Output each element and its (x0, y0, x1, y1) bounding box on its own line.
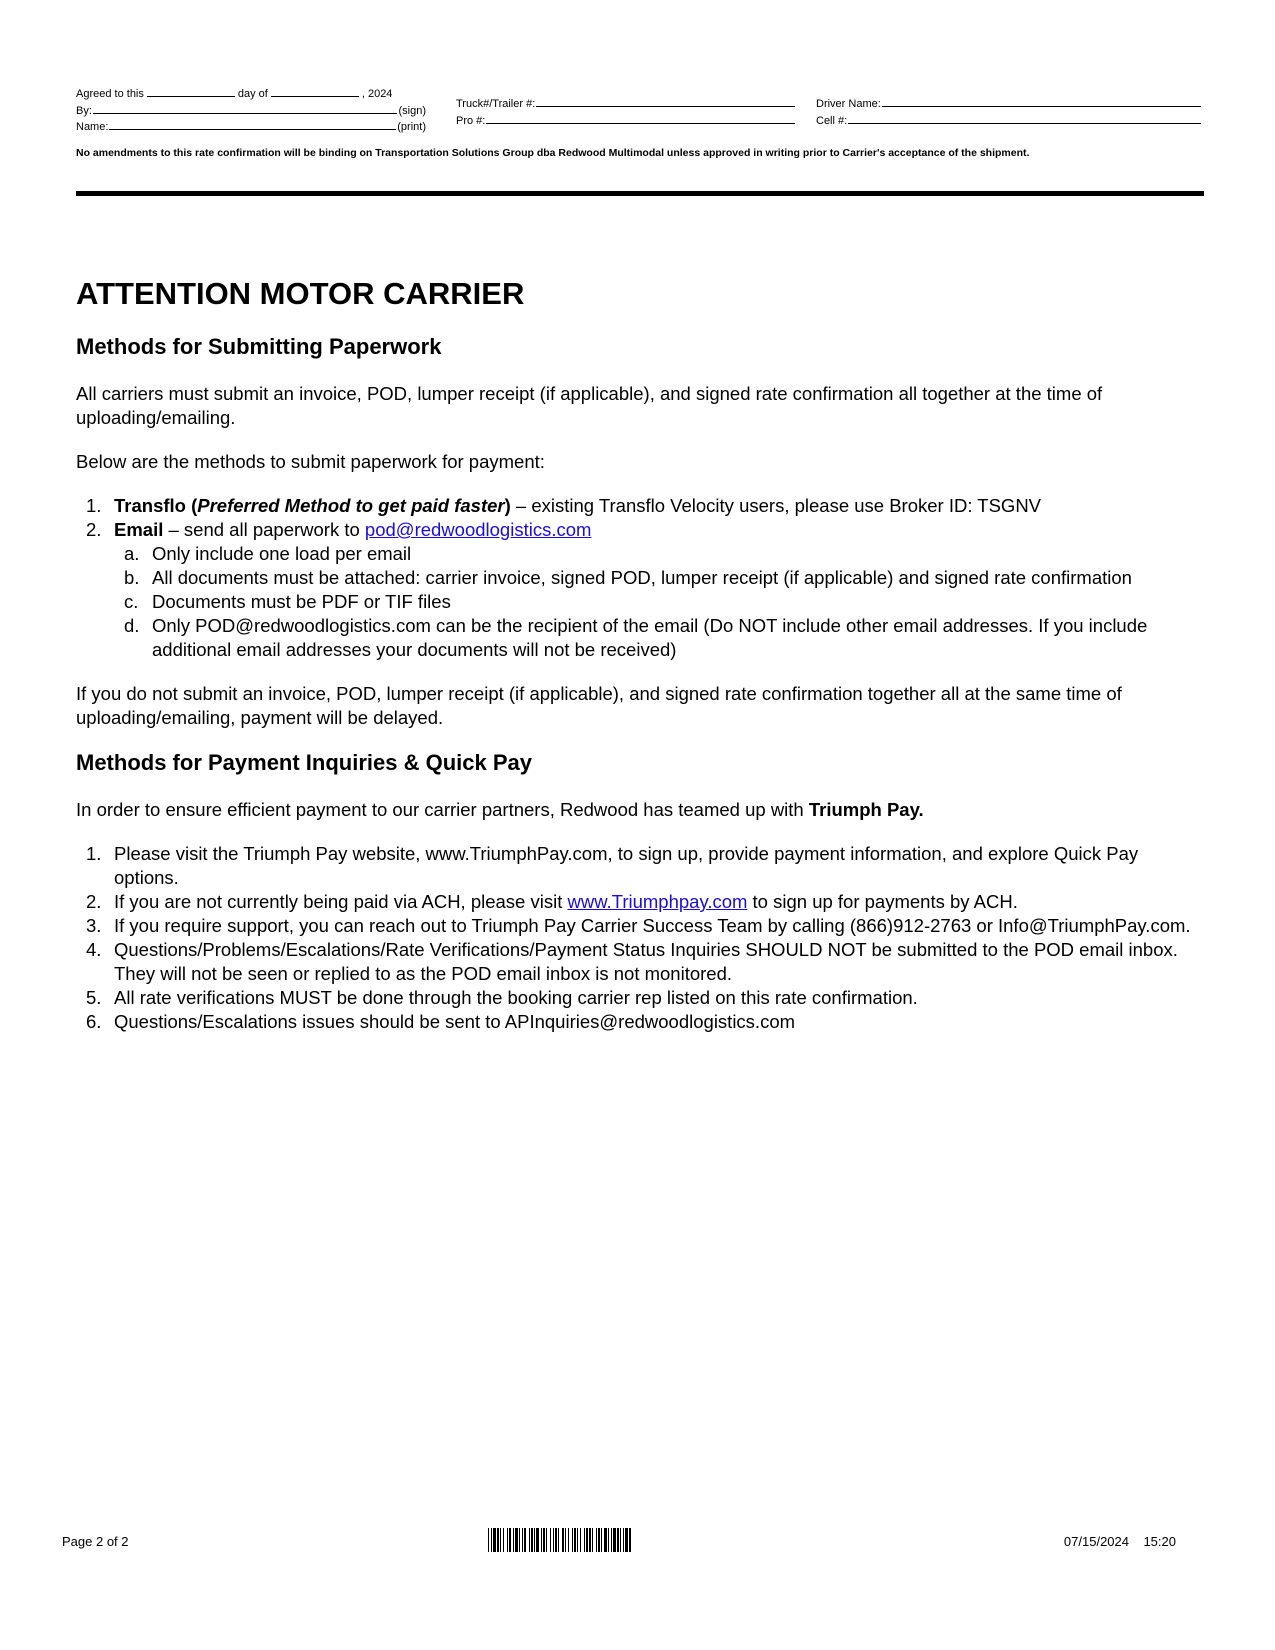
payment-list (76, 842, 1204, 1034)
barcode-bar (488, 1528, 489, 1552)
barcode-bar (534, 1528, 535, 1552)
list-item (76, 890, 1204, 914)
barcode-bar (558, 1528, 559, 1552)
sign-field[interactable] (93, 103, 398, 114)
agreed-month-field[interactable] (271, 86, 359, 97)
sub-list-item (114, 542, 1204, 566)
paren-close: ) (504, 495, 511, 516)
barcode-bar (601, 1528, 602, 1552)
barcode-bar (586, 1528, 588, 1552)
name-label: Name: (76, 121, 109, 133)
footer-date: 07/15/2024 (1063, 1534, 1129, 1549)
barcode-bar (553, 1528, 554, 1552)
barcode-bar (550, 1528, 551, 1552)
list-text: to sign up for payments by ACH. (747, 891, 1018, 912)
sub-text: Only include one load per email (152, 543, 412, 564)
agreed-label: Agreed to this (76, 88, 144, 100)
barcode-bar (596, 1528, 597, 1552)
driver-block (816, 96, 1202, 129)
paperwork-intro: All carriers must submit an invoice, POD, lumper receipt (if applicable), and signed rate confirmation all together at the time of uploading/emailing. (76, 383, 1103, 428)
print-label: (print) (397, 121, 426, 133)
sub-mark: d. (124, 615, 140, 636)
sub-list-item (114, 566, 1204, 590)
barcode-bar (497, 1528, 499, 1552)
barcode-bar (611, 1528, 612, 1552)
sub-mark: b. (124, 567, 140, 588)
page-number: Page 2 of 2 (62, 1534, 129, 1549)
list-number: 2. (86, 891, 102, 912)
barcode-bar (555, 1528, 557, 1552)
list-text: If you require support, you can reach out to Triumph Pay Carrier Success Team by calling (866)912-2763 or Info@TriumphPay.com. (114, 915, 1191, 936)
sign-label: (sign) (398, 104, 426, 117)
transflo-text: – existing Transflo Velocity users, please use Broker ID: TSGNV (510, 495, 1042, 516)
barcode-bar (623, 1528, 624, 1552)
driver-label: Driver Name: (816, 98, 881, 110)
barcode-bar (620, 1528, 621, 1552)
barcode-bar (565, 1528, 566, 1552)
list-text: Questions/Escalations issues should be sent to APInquiries@redwoodlogistics.com (114, 1011, 796, 1032)
barcode-bar (541, 1528, 542, 1552)
list-number: 1. (86, 843, 102, 864)
email-label: Email (114, 519, 164, 540)
list-number: 2. (86, 519, 102, 540)
list-number: 3. (86, 915, 102, 936)
truck-line (456, 96, 796, 113)
barcode-bar (491, 1528, 492, 1552)
by-line (76, 103, 426, 120)
paperwork-lead: Below are the methods to submit paperwork for payment: (76, 451, 545, 472)
barcode-bar (546, 1528, 547, 1552)
sub-text: All documents must be attached: carrier invoice, signed POD, lumper receipt (if applicable) and signed rate confirmation (152, 567, 1132, 588)
barcode-bar (562, 1528, 564, 1552)
barcode-bar (500, 1528, 501, 1552)
driver-line (816, 96, 1202, 113)
barcode-bar (617, 1528, 619, 1552)
triumph-pay-label: Triumph Pay. (808, 799, 924, 820)
name-line (76, 119, 426, 136)
list-item (76, 914, 1204, 938)
sub-list-item (114, 590, 1204, 614)
email-rules-list (114, 542, 1204, 662)
barcode-bar (592, 1528, 593, 1552)
triumphpay-link[interactable]: www.Triumphpay.com (567, 891, 748, 912)
barcode-bar (629, 1528, 631, 1552)
truck-label: Truck#/Trailer #: (456, 98, 536, 110)
barcode-bar (613, 1528, 616, 1552)
main-content (76, 276, 1204, 1054)
barcode-bar (493, 1528, 496, 1552)
barcode-bar (574, 1528, 576, 1552)
pod-email-link[interactable]: pod@redwoodlogistics.com (364, 519, 592, 540)
payment-intro-text: In order to ensure efficient payment to our carrier partners, Redwood has teamed up with (76, 799, 809, 820)
barcode-bar (531, 1528, 533, 1552)
section-heading-paperwork: Methods for Submitting Paperwork (76, 334, 442, 359)
barcode-bar (513, 1528, 514, 1552)
page-footer (62, 1534, 1176, 1564)
footer-datetime (1064, 1534, 1176, 1549)
barcode-bar (543, 1528, 545, 1552)
list-item (76, 1010, 1204, 1034)
list-item (76, 842, 1204, 890)
barcode-bar (572, 1528, 573, 1552)
barcode-bar (522, 1528, 523, 1552)
sub-mark: a. (124, 543, 140, 564)
cell-label: Cell #: (816, 114, 848, 127)
section-heading-payment: Methods for Payment Inquiries & Quick Pay (76, 750, 532, 775)
barcode-bar (515, 1528, 518, 1552)
pro-line (456, 113, 796, 130)
pro-field[interactable] (486, 113, 795, 124)
barcode-bar (503, 1528, 504, 1552)
list-text: If you are not currently being paid via ACH, please visit (114, 891, 568, 912)
list-item (76, 986, 1204, 1010)
sub-list-item (114, 614, 1204, 662)
truck-block (456, 96, 796, 129)
preferred-label: Preferred Method to get paid faster (197, 495, 505, 516)
agreement-block (76, 86, 426, 136)
truck-field[interactable] (536, 96, 795, 107)
list-number: 5. (86, 987, 102, 1008)
amendment-notice: No amendments to this rate confirmation will be binding on Transportation Solutions Group dba Redwood Multimodal unless approved in writing prior to Carrier's acceptance of the shipment. (76, 147, 1030, 159)
cell-line (816, 113, 1202, 130)
barcode-bar (519, 1528, 520, 1552)
barcode-bar (529, 1528, 530, 1552)
barcode-bar (625, 1528, 628, 1552)
paperwork-closing: If you do not submit an invoice, POD, lumper receipt (if applicable), and signed rate confirmation together all at the same time of uploading/emailing, payment will be delayed. (76, 683, 1122, 728)
sub-text: Only POD@redwoodlogistics.com can be the recipient of the email (Do NOT include other email addresses. If you include additional email addresses your documents will not be received) (152, 615, 1148, 660)
cell-field[interactable] (848, 113, 1201, 124)
barcode-bar (598, 1528, 600, 1552)
email-text: – send all paperwork to (163, 519, 365, 540)
barcode-bar (507, 1528, 508, 1552)
sub-text: Documents must be PDF or TIF files (152, 591, 451, 612)
list-text: Questions/Problems/Escalations/Rate Verifications/Payment Status Inquiries SHOULD NOT be submitted to the POD email inbox. They will not be seen or replied to as the POD email inbox is not monitored. (114, 939, 1178, 984)
barcode-bar (580, 1528, 581, 1552)
driver-field[interactable] (882, 96, 1201, 107)
print-name-field[interactable] (109, 119, 396, 130)
barcode-bar (536, 1528, 539, 1552)
footer-time: 15:20 (1143, 1534, 1176, 1549)
agreed-line (76, 86, 426, 103)
list-item (76, 518, 1204, 662)
barcode-bar (577, 1528, 578, 1552)
day-of-label: day of (237, 88, 268, 100)
transflo-label: Transflo ( (114, 495, 198, 516)
by-label: By: (76, 104, 92, 117)
barcode-bar (604, 1528, 607, 1552)
barcode-bar (584, 1528, 585, 1552)
barcode-icon (488, 1528, 778, 1554)
barcode-bar (524, 1528, 526, 1552)
list-item (76, 938, 1204, 986)
list-text: Please visit the Triumph Pay website, www.TriumphPay.com, to sign up, provide payment information, and explore Quick Pay options. (114, 843, 1139, 888)
list-number: 6. (86, 1011, 102, 1032)
barcode-bar (509, 1528, 511, 1552)
page-title: ATTENTION MOTOR CARRIER (76, 276, 525, 311)
list-number: 1. (86, 495, 102, 516)
paperwork-methods-list (76, 494, 1204, 662)
list-item (76, 494, 1204, 518)
sub-mark: c. (124, 591, 139, 612)
agreed-day-field[interactable] (147, 86, 235, 97)
payment-intro (76, 798, 1204, 822)
signature-header (76, 86, 1202, 136)
barcode-bar (608, 1528, 609, 1552)
list-text: All rate verifications MUST be done through the booking carrier rep listed on this rate confirmation. (114, 987, 918, 1008)
list-number: 4. (86, 939, 102, 960)
barcode-bar (568, 1528, 569, 1552)
barcode-bar (589, 1528, 591, 1552)
year-label: , 2024 (361, 88, 393, 100)
divider (76, 191, 1204, 196)
pro-label: Pro #: (456, 114, 486, 127)
